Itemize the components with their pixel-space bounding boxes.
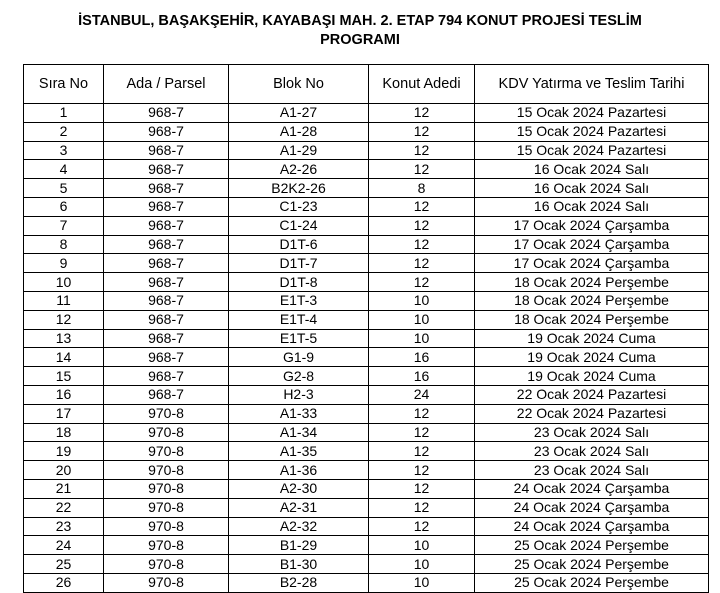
document-title (0, 12, 720, 50)
table-row (24, 254, 709, 273)
table-row (24, 291, 709, 310)
cell-sira-no: 22 (24, 498, 104, 517)
cell-ada-parsel: 968-7 (104, 216, 229, 235)
cell-blok-no: E1T-4 (229, 310, 369, 329)
cell-teslim-tarihi: 23 Ocak 2024 Salı (475, 423, 709, 442)
cell-ada-parsel: 970-8 (104, 555, 229, 574)
cell-blok-no: A2-26 (229, 160, 369, 179)
cell-ada-parsel: 968-7 (104, 141, 229, 160)
cell-ada-parsel: 968-7 (104, 254, 229, 273)
cell-konut-adedi: 12 (369, 404, 475, 423)
cell-konut-adedi: 12 (369, 254, 475, 273)
cell-teslim-tarihi: 17 Ocak 2024 Çarşamba (475, 216, 709, 235)
cell-sira-no: 8 (24, 235, 104, 254)
cell-konut-adedi: 16 (369, 367, 475, 386)
cell-ada-parsel: 968-7 (104, 385, 229, 404)
cell-teslim-tarihi: 18 Ocak 2024 Perşembe (475, 273, 709, 292)
table-row (24, 122, 709, 141)
cell-konut-adedi: 12 (369, 461, 475, 480)
cell-sira-no: 5 (24, 179, 104, 198)
cell-teslim-tarihi: 22 Ocak 2024 Pazartesi (475, 385, 709, 404)
cell-teslim-tarihi: 18 Ocak 2024 Perşembe (475, 310, 709, 329)
table-row (24, 104, 709, 123)
title-line-2: PROGRAMI (320, 32, 400, 48)
cell-sira-no: 15 (24, 367, 104, 386)
cell-blok-no: G2-8 (229, 367, 369, 386)
cell-teslim-tarihi: 23 Ocak 2024 Salı (475, 461, 709, 480)
cell-sira-no: 20 (24, 461, 104, 480)
cell-sira-no: 26 (24, 573, 104, 592)
cell-konut-adedi: 12 (369, 273, 475, 292)
cell-sira-no: 19 (24, 442, 104, 461)
cell-ada-parsel: 968-7 (104, 310, 229, 329)
cell-ada-parsel: 970-8 (104, 536, 229, 555)
cell-blok-no: A2-30 (229, 479, 369, 498)
table-row (24, 310, 709, 329)
cell-ada-parsel: 968-7 (104, 348, 229, 367)
cell-sira-no: 9 (24, 254, 104, 273)
cell-teslim-tarihi: 24 Ocak 2024 Çarşamba (475, 517, 709, 536)
cell-konut-adedi: 12 (369, 104, 475, 123)
cell-teslim-tarihi: 24 Ocak 2024 Çarşamba (475, 498, 709, 517)
cell-blok-no: A2-31 (229, 498, 369, 517)
cell-blok-no: A1-27 (229, 104, 369, 123)
cell-teslim-tarihi: 25 Ocak 2024 Perşembe (475, 555, 709, 574)
cell-ada-parsel: 968-7 (104, 273, 229, 292)
cell-sira-no: 6 (24, 197, 104, 216)
cell-sira-no: 14 (24, 348, 104, 367)
cell-ada-parsel: 968-7 (104, 179, 229, 198)
cell-teslim-tarihi: 17 Ocak 2024 Çarşamba (475, 254, 709, 273)
table-row (24, 235, 709, 254)
cell-konut-adedi: 16 (369, 348, 475, 367)
cell-sira-no: 11 (24, 291, 104, 310)
cell-teslim-tarihi: 19 Ocak 2024 Cuma (475, 329, 709, 348)
table-row (24, 197, 709, 216)
table-row (24, 385, 709, 404)
table-row (24, 348, 709, 367)
cell-konut-adedi: 12 (369, 479, 475, 498)
cell-sira-no: 16 (24, 385, 104, 404)
cell-konut-adedi: 12 (369, 216, 475, 235)
cell-teslim-tarihi: 17 Ocak 2024 Çarşamba (475, 235, 709, 254)
cell-konut-adedi: 8 (369, 179, 475, 198)
cell-blok-no: A1-28 (229, 122, 369, 141)
cell-ada-parsel: 970-8 (104, 498, 229, 517)
cell-teslim-tarihi: 16 Ocak 2024 Salı (475, 197, 709, 216)
cell-teslim-tarihi: 25 Ocak 2024 Perşembe (475, 536, 709, 555)
table-row (24, 461, 709, 480)
cell-teslim-tarihi: 25 Ocak 2024 Perşembe (475, 573, 709, 592)
cell-ada-parsel: 970-8 (104, 442, 229, 461)
cell-ada-parsel: 970-8 (104, 517, 229, 536)
table-row (24, 498, 709, 517)
cell-konut-adedi: 10 (369, 291, 475, 310)
cell-teslim-tarihi: 16 Ocak 2024 Salı (475, 160, 709, 179)
cell-konut-adedi: 12 (369, 235, 475, 254)
cell-ada-parsel: 970-8 (104, 461, 229, 480)
cell-blok-no: B2-28 (229, 573, 369, 592)
cell-konut-adedi: 10 (369, 329, 475, 348)
cell-konut-adedi: 12 (369, 498, 475, 517)
table-row (24, 404, 709, 423)
header-blok-no: Blok No (229, 65, 369, 104)
cell-teslim-tarihi: 23 Ocak 2024 Salı (475, 442, 709, 461)
cell-ada-parsel: 968-7 (104, 329, 229, 348)
table-row (24, 329, 709, 348)
cell-sira-no: 2 (24, 122, 104, 141)
cell-sira-no: 21 (24, 479, 104, 498)
cell-blok-no: A2-32 (229, 517, 369, 536)
cell-blok-no: C1-24 (229, 216, 369, 235)
cell-blok-no: H2-3 (229, 385, 369, 404)
cell-ada-parsel: 968-7 (104, 291, 229, 310)
header-teslim-tarihi: KDV Yatırma ve Teslim Tarihi (475, 65, 709, 104)
table-body (24, 104, 709, 593)
cell-blok-no: A1-36 (229, 461, 369, 480)
table-row (24, 273, 709, 292)
cell-ada-parsel: 968-7 (104, 104, 229, 123)
cell-blok-no: A1-35 (229, 442, 369, 461)
cell-blok-no: E1T-5 (229, 329, 369, 348)
cell-blok-no: E1T-3 (229, 291, 369, 310)
cell-ada-parsel: 968-7 (104, 197, 229, 216)
cell-teslim-tarihi: 15 Ocak 2024 Pazartesi (475, 122, 709, 141)
cell-blok-no: B2K2-26 (229, 179, 369, 198)
table-row (24, 536, 709, 555)
cell-sira-no: 4 (24, 160, 104, 179)
table-row (24, 367, 709, 386)
header-ada-parsel: Ada / Parsel (104, 65, 229, 104)
table-row (24, 179, 709, 198)
cell-teslim-tarihi: 15 Ocak 2024 Pazartesi (475, 104, 709, 123)
cell-konut-adedi: 12 (369, 442, 475, 461)
table-row (24, 216, 709, 235)
cell-ada-parsel: 968-7 (104, 122, 229, 141)
table-row (24, 141, 709, 160)
cell-teslim-tarihi: 19 Ocak 2024 Cuma (475, 348, 709, 367)
cell-sira-no: 12 (24, 310, 104, 329)
header-sira-no: Sıra No (24, 65, 104, 104)
table-row (24, 517, 709, 536)
cell-sira-no: 3 (24, 141, 104, 160)
cell-konut-adedi: 12 (369, 517, 475, 536)
cell-sira-no: 7 (24, 216, 104, 235)
cell-sira-no: 23 (24, 517, 104, 536)
cell-sira-no: 1 (24, 104, 104, 123)
cell-konut-adedi: 10 (369, 536, 475, 555)
cell-blok-no: D1T-7 (229, 254, 369, 273)
header-konut-adedi: Konut Adedi (369, 65, 475, 104)
cell-blok-no: C1-23 (229, 197, 369, 216)
cell-ada-parsel: 968-7 (104, 235, 229, 254)
cell-blok-no: A1-33 (229, 404, 369, 423)
cell-konut-adedi: 24 (369, 385, 475, 404)
cell-ada-parsel: 970-8 (104, 479, 229, 498)
cell-blok-no: A1-34 (229, 423, 369, 442)
cell-konut-adedi: 12 (369, 423, 475, 442)
table-row (24, 423, 709, 442)
cell-ada-parsel: 968-7 (104, 367, 229, 386)
cell-teslim-tarihi: 18 Ocak 2024 Perşembe (475, 291, 709, 310)
cell-ada-parsel: 970-8 (104, 423, 229, 442)
cell-konut-adedi: 12 (369, 160, 475, 179)
cell-sira-no: 10 (24, 273, 104, 292)
cell-blok-no: D1T-8 (229, 273, 369, 292)
cell-blok-no: D1T-6 (229, 235, 369, 254)
cell-konut-adedi: 10 (369, 555, 475, 574)
cell-teslim-tarihi: 15 Ocak 2024 Pazartesi (475, 141, 709, 160)
cell-ada-parsel: 968-7 (104, 160, 229, 179)
cell-blok-no: A1-29 (229, 141, 369, 160)
table-row (24, 573, 709, 592)
cell-konut-adedi: 12 (369, 197, 475, 216)
table-header-row (24, 65, 709, 104)
cell-sira-no: 17 (24, 404, 104, 423)
table-row (24, 555, 709, 574)
cell-blok-no: B1-30 (229, 555, 369, 574)
cell-teslim-tarihi: 24 Ocak 2024 Çarşamba (475, 479, 709, 498)
table-row (24, 160, 709, 179)
cell-sira-no: 13 (24, 329, 104, 348)
cell-blok-no: B1-29 (229, 536, 369, 555)
cell-konut-adedi: 12 (369, 122, 475, 141)
cell-konut-adedi: 12 (369, 141, 475, 160)
cell-sira-no: 25 (24, 555, 104, 574)
delivery-schedule-table (23, 64, 709, 593)
cell-konut-adedi: 10 (369, 310, 475, 329)
table-row (24, 442, 709, 461)
cell-sira-no: 24 (24, 536, 104, 555)
cell-sira-no: 18 (24, 423, 104, 442)
cell-konut-adedi: 10 (369, 573, 475, 592)
cell-teslim-tarihi: 16 Ocak 2024 Salı (475, 179, 709, 198)
cell-teslim-tarihi: 22 Ocak 2024 Pazartesi (475, 404, 709, 423)
cell-teslim-tarihi: 19 Ocak 2024 Cuma (475, 367, 709, 386)
cell-ada-parsel: 970-8 (104, 404, 229, 423)
table-row (24, 479, 709, 498)
title-line-1: İSTANBUL, BAŞAKŞEHİR, KAYABAŞI MAH. 2. ETAP 794 KONUT PROJESİ TESLİM (78, 13, 642, 29)
cell-ada-parsel: 970-8 (104, 573, 229, 592)
cell-blok-no: G1-9 (229, 348, 369, 367)
